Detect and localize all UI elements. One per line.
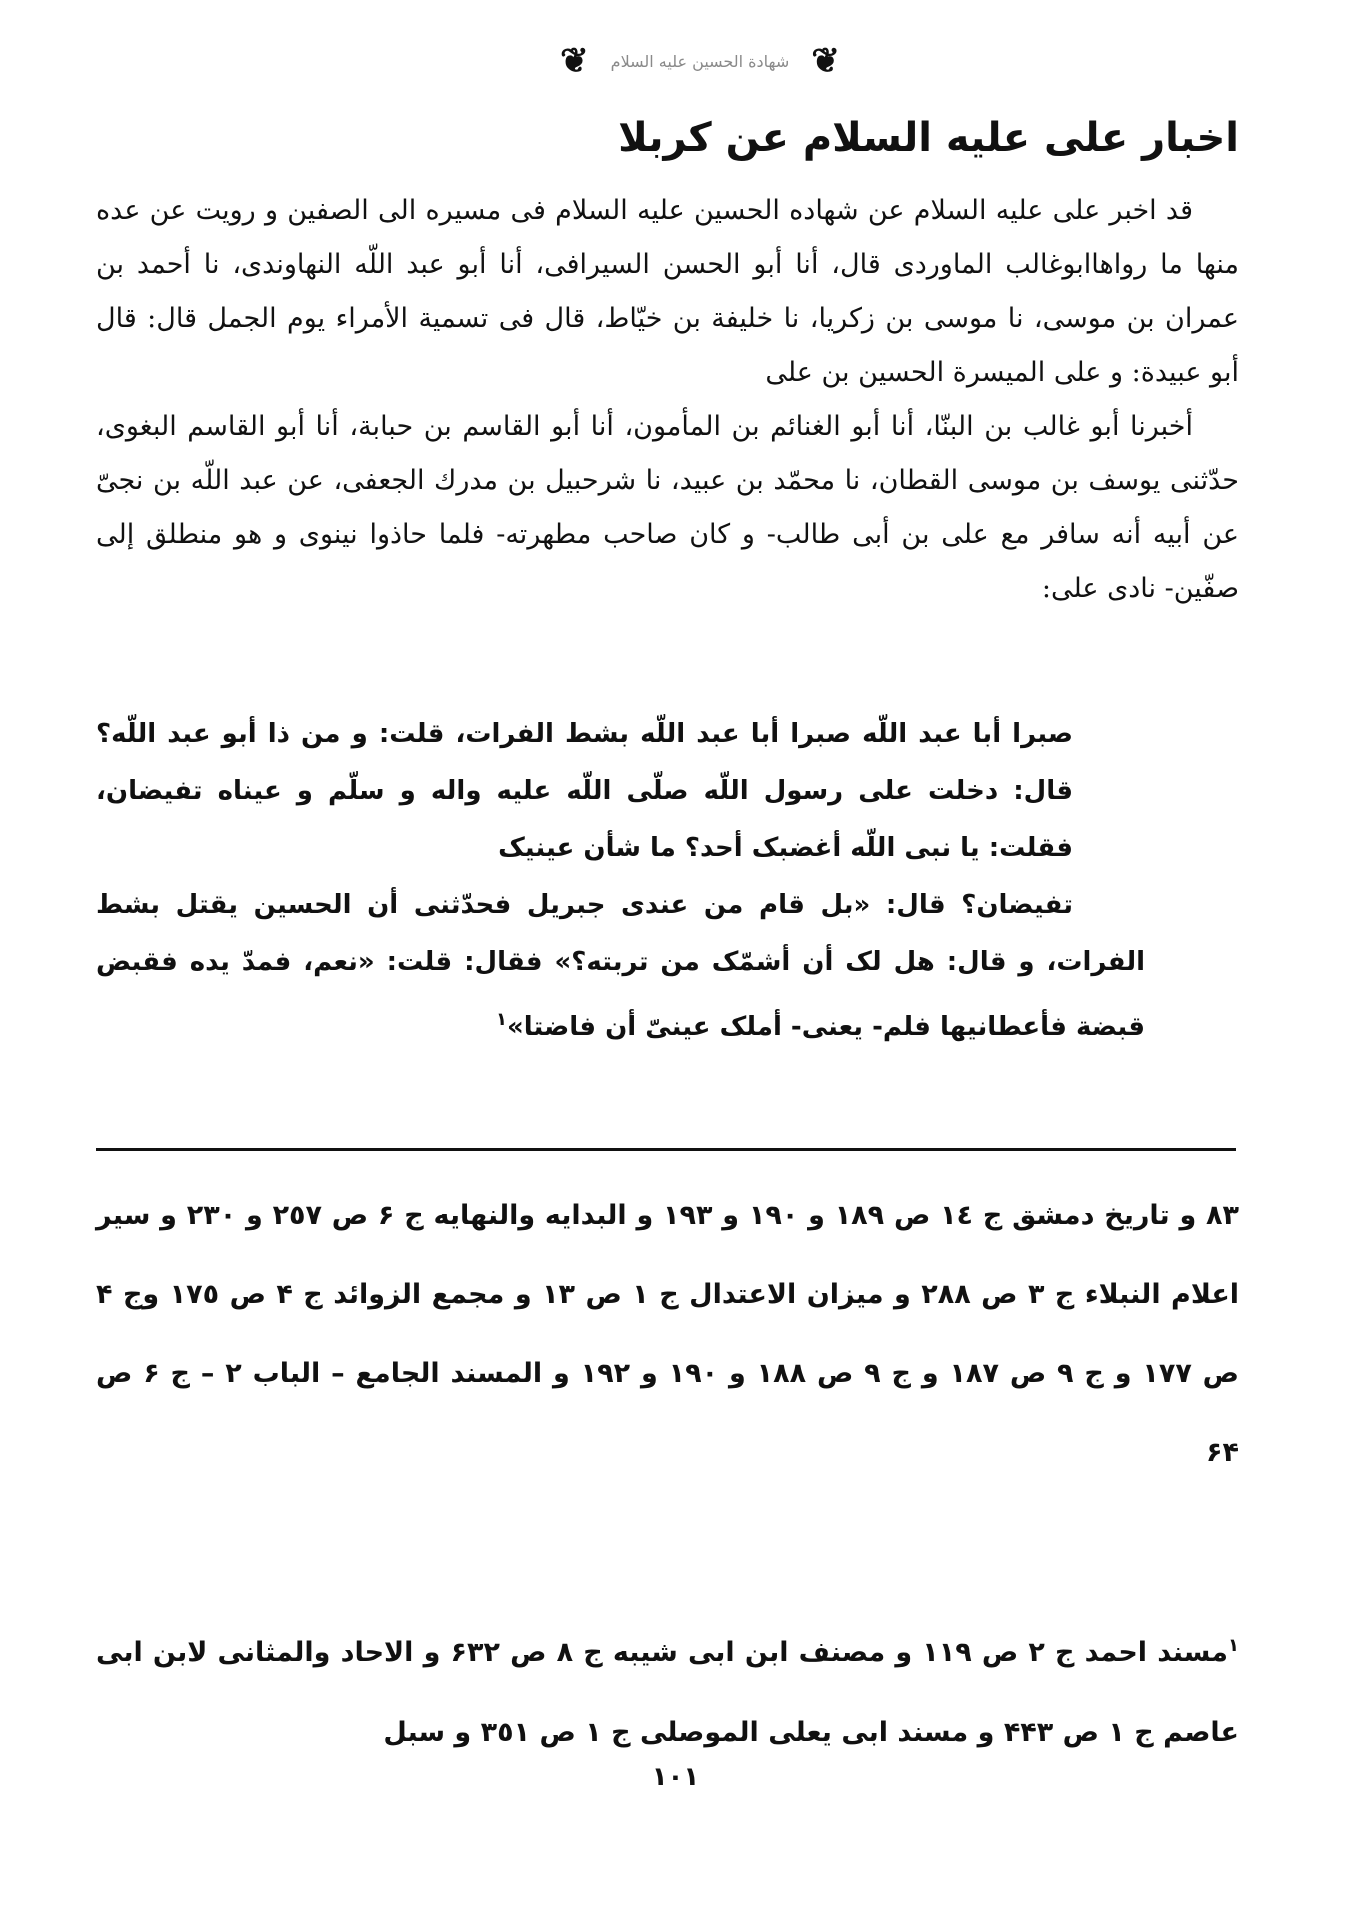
running-head-text: شهادة الحسين عليه السلام [610, 51, 790, 71]
quote-block [96, 706, 1239, 1056]
ornament-right-icon: ❦ [811, 41, 840, 81]
body-text [96, 184, 1239, 616]
page-number: ١٠١ [651, 1762, 700, 1792]
quote-text-2: تفيضان؟ قال: «بل قام من عندى جبريل فحدّثنى أن الحسين يقتل بشط الفرات، و قال: هل لک أن أشمّک من تربته؟» فقال: قلت: «نعم، فمدّ يده فقبض قبضة فأعطانيها فلم- يعنى- أملک عينىّ أن فاضتا» [96, 890, 1145, 1042]
references-text: ٨٣ و تاريخ دمشق ج ١٤ ص ١٨٩ و ١٩٠ و ١٩٣ و البدايه والنهايه ج ۶ ص ٢٥٧ و ٢٣٠ و سير اعلام النبلاء ج ٣ ص ٢٨٨ و ميزان الاعتدال ج ١ ص ١٣ و مجمع الزوائد ج ۴ ص ١٧٥ وج ۴ ص ١٧٧ و ج ٩ ص ١٨٧ و ج ٩ ص ١٨٨ و ١٩٠ و ١٩٢ و المسند الجامع – الباب ٢ – ج ۶ ص ۶۴ [96, 1200, 1240, 1468]
footnote-block [96, 1606, 1239, 1773]
quote-paragraph-1 [96, 706, 1145, 877]
body-paragraph-1: قد اخبر على عليه السلام عن شهاده الحسين عليه السلام فى مسيره الى الصفين و رويت عن عده منها ما رواهاابوغالب الماوردى قال، أنا أبو الحسن السيرافى، أنا أبو عبد اللّه النهاوندى، نا أحمد بن عمران بن موسى، نا موسى بن زكريا، نا خليفة بن خيّاط، قال فى تسمية الأمراء يوم الجمل قال: قال أبو عبيدة: و على الميسرة الحسين بن على [96, 195, 1239, 388]
footnote-mark: ١ [1228, 1635, 1239, 1656]
section-title: اخبار على عليه السلام عن كربلا [618, 115, 1239, 161]
references-block [96, 1176, 1239, 1492]
footnote-paragraph [96, 1606, 1239, 1773]
footnote-divider [96, 1148, 1236, 1151]
ornament-left-icon: ❦ [560, 41, 589, 81]
running-head [480, 41, 920, 81]
quote-paragraph-2 [96, 877, 1145, 1056]
body-paragraph-2: أخبرنا أبو غالب بن البنّا، أنا أبو الغنائم بن المأمون، أنا أبو القاسم بن حبابة، أنا أبو القاسم البغوى، حدّثنى يوسف بن موسى القطان، نا محمّد بن عبيد، نا شرحبيل بن مدرك الجعفى، عن عبد اللّه بن نجىّ عن أبيه أنه سافر مع على بن أبى طالب- و كان صاحب مطهرته- فلما حاذوا نينوى و هو منطلق إلى صفّين- نادى على: [96, 411, 1239, 604]
footnote-text: مسند احمد ج ٢ ص ١١٩ و مصنف ابن ابى شيبه ج ٨ ص ۶٣٢ و الاحاد والمثانى لابن ابى عاصم ج ١ ص ۴۴٣ و مسند ابى يعلى الموصلى ج ١ ص ٣٥١ و سبل [96, 1637, 1239, 1748]
note-reference-mark: ١ [495, 1009, 507, 1030]
quote-text-1: صبرا أبا عبد اللّه صبرا أبا عبد اللّه بشط الفرات، قلت: و من ذا أبو عبد اللّه؟ قال: دخلت على رسول اللّه صلّى اللّه عليه واله و سلّم و عيناه تفيضان، فقلت: يا نبى اللّه أغضبک أحد؟ ما شأن عينيک [96, 719, 1073, 863]
